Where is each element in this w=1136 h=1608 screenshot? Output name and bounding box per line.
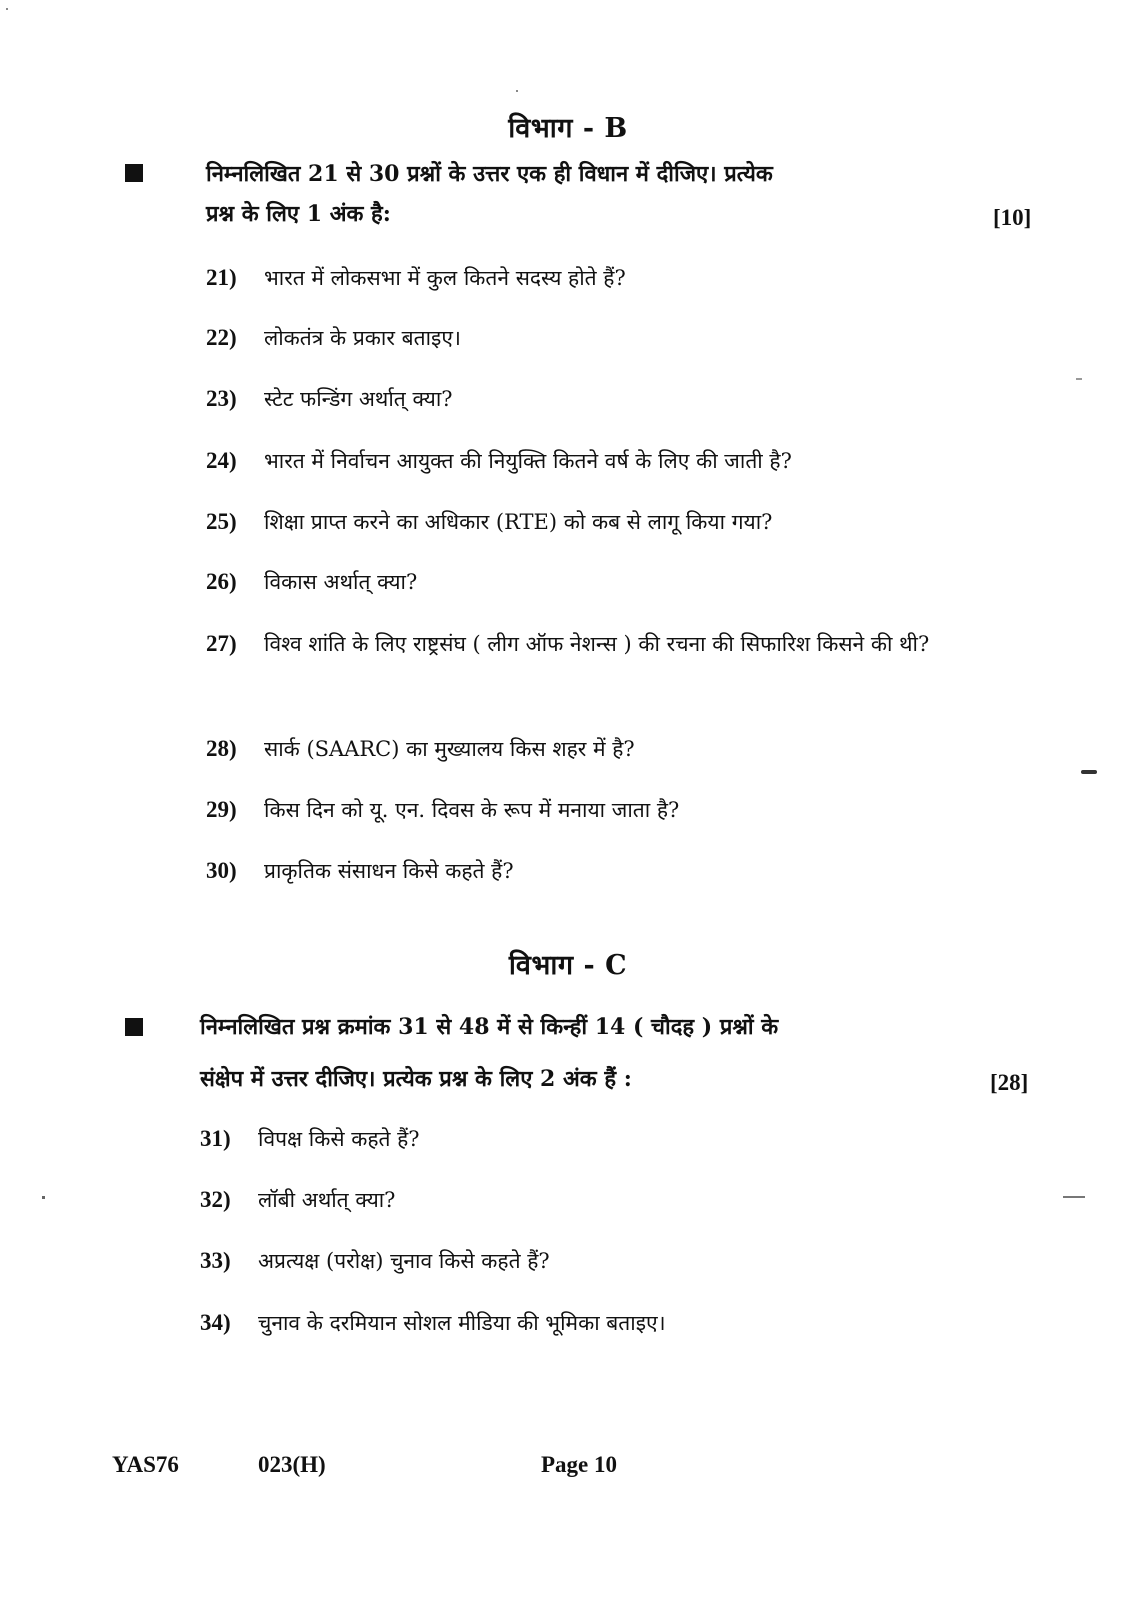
question-29 (206, 797, 966, 833)
question-text: भारत में लोकसभा में कुल कितने सदस्य होते हैं? (264, 266, 626, 290)
question-number: 21) (206, 265, 237, 290)
question-text: विपक्ष किसे कहते हैं? (258, 1127, 420, 1151)
question-number: 26) (206, 569, 237, 594)
footer-code: YAS76 (112, 1452, 179, 1477)
scan-mark (1076, 378, 1082, 380)
question-28 (206, 736, 966, 772)
footer-paper: 023(H) (258, 1452, 326, 1477)
section-c-instruction-line2: संक्षेप में उत्तर दीजिए। प्रत्येक प्रश्न के लिए 2 अंक हैं : (200, 1066, 632, 1092)
question-22 (206, 325, 966, 361)
section-c-bullet-icon (125, 1018, 143, 1036)
scan-mark (6, 8, 8, 10)
question-27 (206, 631, 946, 667)
question-23 (206, 386, 966, 422)
question-text: लॉबी अर्थात् क्या? (258, 1188, 396, 1212)
question-text: किस दिन को यू. एन. दिवस के रूप में मनाया जाता है? (264, 798, 680, 822)
question-number: 28) (206, 736, 237, 761)
scan-mark (42, 1196, 45, 1199)
section-c-heading: विभाग - C (508, 950, 628, 981)
section-c-marks: [28] (990, 1070, 1029, 1095)
scan-mark (1063, 1196, 1085, 1198)
question-number: 24) (206, 448, 237, 473)
question-34 (200, 1310, 960, 1346)
question-24 (206, 448, 966, 484)
question-text: स्टेट फन्डिंग अर्थात् क्या? (264, 387, 453, 411)
question-number: 25) (206, 509, 237, 534)
question-number: 27) (206, 631, 237, 656)
question-text: अप्रत्यक्ष (परोक्ष) चुनाव किसे कहते हैं? (258, 1249, 550, 1273)
question-text: लोकतंत्र के प्रकार बताइए। (264, 326, 461, 350)
question-21 (206, 265, 966, 301)
question-number: 33) (200, 1248, 231, 1273)
section-b-bullet-icon (125, 164, 143, 182)
question-number: 32) (200, 1187, 231, 1212)
question-number: 30) (206, 858, 237, 883)
question-text: प्राकृतिक संसाधन किसे कहते हैं? (264, 859, 514, 883)
question-text: विकास अर्थात् क्या? (264, 570, 418, 594)
question-number: 23) (206, 386, 237, 411)
question-text: सार्क (SAARC) का मुख्यालय किस शहर में है? (264, 737, 635, 761)
question-32 (200, 1187, 960, 1223)
scan-mark (516, 90, 518, 92)
scan-mark (1081, 770, 1097, 774)
question-26 (206, 569, 966, 605)
question-31 (200, 1126, 960, 1162)
question-30 (206, 858, 966, 894)
question-text: विश्व शांति के लिए राष्ट्रसंघ ( लीग ऑफ नेशन्स ) की रचना की सिफारिश किसने की थी? (264, 632, 930, 656)
section-b-instruction (206, 154, 926, 234)
section-b-heading: विभाग - B (508, 113, 628, 144)
question-text: भारत में निर्वाचन आयुक्त की नियुक्ति कितने वर्ष के लिए की जाती है? (264, 449, 792, 473)
question-text: शिक्षा प्राप्त करने का अधिकार (RTE) को कब से लागू किया गया? (264, 510, 773, 534)
section-b-instruction-line1: निम्नलिखित 21 से 30 प्रश्नों के उत्तर एक ही विधान में दीजिए। प्रत्येक (206, 161, 773, 187)
section-b-instruction-line2: प्रश्न के लिए 1 अंक है: (206, 201, 391, 227)
section-b-marks: [10] (993, 205, 1032, 230)
footer-page: Page 10 (541, 1452, 618, 1477)
question-25 (206, 509, 966, 545)
question-number: 22) (206, 325, 237, 350)
question-number: 34) (200, 1310, 231, 1335)
question-33 (200, 1248, 960, 1284)
section-c-instruction (200, 1007, 930, 1099)
section-c-instruction-line1: निम्नलिखित प्रश्न क्रमांक 31 से 48 में से किन्हीं 14 ( चौदह ) प्रश्नों के (200, 1014, 779, 1040)
question-number: 29) (206, 797, 237, 822)
question-number: 31) (200, 1126, 231, 1151)
question-text: चुनाव के दरमियान सोशल मीडिया की भूमिका बताइए। (258, 1311, 666, 1335)
